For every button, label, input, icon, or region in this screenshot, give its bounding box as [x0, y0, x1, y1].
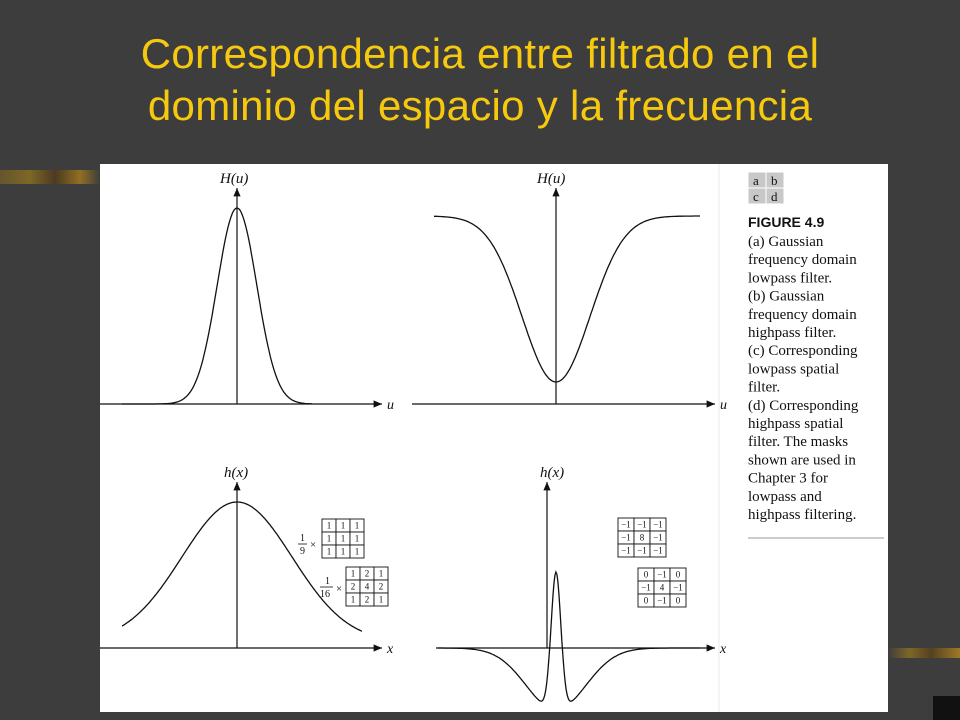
mask-box-cell-value: 1: [354, 533, 360, 544]
mask-weighted-cell-value: 1: [350, 594, 356, 605]
caption-line: highpass filter.: [748, 325, 837, 341]
mask-highpass-8-cell-value: 8: [639, 532, 645, 543]
mask-box-cell-value: 1: [340, 520, 346, 531]
mask-highpass-4-cell-value: 0: [675, 569, 681, 580]
mask-highpass-4-cell-value: 0: [675, 595, 681, 606]
mask-box-cell-value: 1: [326, 533, 332, 544]
figure-panel: [100, 164, 888, 712]
mask-weighted-cell-value: 2: [350, 581, 356, 592]
mask-box-cell-value: 1: [340, 533, 346, 544]
caption-line: frequency domain: [748, 306, 857, 323]
panel-letter-c: c: [753, 189, 759, 204]
panel-letter-grid: [748, 172, 784, 204]
mask-highpass-4-cell-value: −1: [641, 582, 651, 593]
mask-highpass-8-cell-value: −1: [621, 545, 631, 556]
mask-highpass-4-cell-value: 0: [643, 595, 649, 606]
panel-b-ylabel: H(u): [537, 171, 566, 187]
mask-highpass-4-cell-value: −1: [657, 569, 667, 580]
caption-line: (b) Gaussian: [748, 288, 825, 305]
mask-box-cell-value: 1: [354, 546, 360, 557]
mask-highpass-4: [638, 568, 686, 607]
panel-b: [412, 171, 727, 413]
panel-c-xlabel: x: [387, 642, 394, 657]
caption-line: lowpass and: [748, 488, 822, 505]
caption-body: [748, 234, 859, 523]
mask-weighted-cell-value: 2: [378, 581, 384, 592]
caption-line: lowpass spatial: [748, 361, 840, 378]
panel-b-xlabel: u: [720, 398, 727, 413]
caption-line: shown are used in: [748, 452, 856, 469]
panel-b-curve: [434, 216, 700, 382]
mask-box-num: 1: [300, 533, 305, 544]
caption-line: filter.: [748, 379, 781, 396]
panel-a-ylabel: H(u): [220, 171, 249, 187]
mask-box-times: ×: [310, 539, 317, 551]
decorative-stripe-left: [0, 170, 100, 184]
decorative-stripe-right: [888, 648, 960, 658]
panel-d-xlabel: x: [720, 642, 727, 657]
mask-box-cell-value: 1: [326, 546, 332, 557]
mask-highpass-8-cell-value: −1: [621, 519, 631, 530]
caption-line: filter. The masks: [748, 434, 849, 451]
mask-box: [298, 519, 364, 558]
panel-a-curve: [122, 208, 312, 404]
slide-title: [0, 28, 960, 132]
panel-a: [100, 171, 394, 413]
mask-highpass-8-cell-value: −1: [653, 532, 663, 543]
mask-weighted-cell-value: 1: [378, 568, 384, 579]
caption-line: (d) Corresponding: [748, 397, 859, 414]
panel-c: [100, 465, 394, 657]
caption-line: (c) Corresponding: [748, 343, 858, 360]
caption-title: FIGURE 4.9: [748, 214, 825, 230]
mask-weighted-times: ×: [336, 583, 343, 595]
panel-c-ylabel: h(x): [224, 465, 249, 481]
panel-letter-a: a: [753, 173, 759, 188]
caption-line: Chapter 3 for: [748, 470, 828, 487]
mask-highpass-4-cell-value: 0: [643, 569, 649, 580]
mask-weighted-cell-value: 4: [364, 581, 370, 592]
mask-weighted-num: 1: [325, 576, 330, 587]
caption-line: lowpass filter.: [748, 270, 833, 287]
panel-d: [436, 465, 727, 701]
mask-highpass-8-cell-value: −1: [653, 545, 663, 556]
mask-weighted-cell-value: 2: [364, 568, 370, 579]
panel-a-xlabel: u: [387, 398, 394, 413]
mask-box-cell-value: 1: [354, 520, 360, 531]
mask-box-cell-value: 1: [340, 546, 346, 557]
caption-line: highpass spatial: [748, 416, 844, 432]
caption-line: (a) Gaussian: [748, 234, 824, 250]
mask-weighted-cell-value: 2: [364, 594, 370, 605]
mask-weighted-cell-value: 1: [350, 568, 356, 579]
mask-highpass-4-cell-value: −1: [673, 582, 683, 593]
slide-title-line-1: Correspondencia entre filtrado en el: [140, 30, 820, 77]
mask-box-den: 9: [300, 546, 305, 557]
mask-highpass-4-cell-value: −1: [657, 595, 667, 606]
mask-highpass-4-cell-value: 4: [659, 582, 665, 593]
mask-highpass-8-cell-value: −1: [653, 519, 663, 530]
mask-highpass-8-cell-value: −1: [621, 532, 631, 543]
mask-weighted-cell-value: 1: [378, 594, 384, 605]
mask-highpass-8-cell-value: −1: [637, 519, 647, 530]
mask-box-cell-value: 1: [326, 520, 332, 531]
caption-line: frequency domain: [748, 252, 857, 269]
mask-highpass-8: [618, 518, 666, 557]
figure-svg: [100, 164, 888, 712]
panel-letter-b: b: [771, 173, 778, 188]
panel-d-ylabel: h(x): [540, 465, 565, 481]
mask-weighted-den: 16: [320, 589, 330, 600]
slide-title-line-2: dominio del espacio y la frecuencia: [147, 82, 813, 129]
mask-weighted: [320, 567, 388, 606]
caption-line: highpass filtering.: [748, 507, 857, 523]
corner-block: [933, 696, 960, 720]
panel-letter-d: d: [771, 189, 778, 204]
mask-highpass-8-cell-value: −1: [637, 545, 647, 556]
